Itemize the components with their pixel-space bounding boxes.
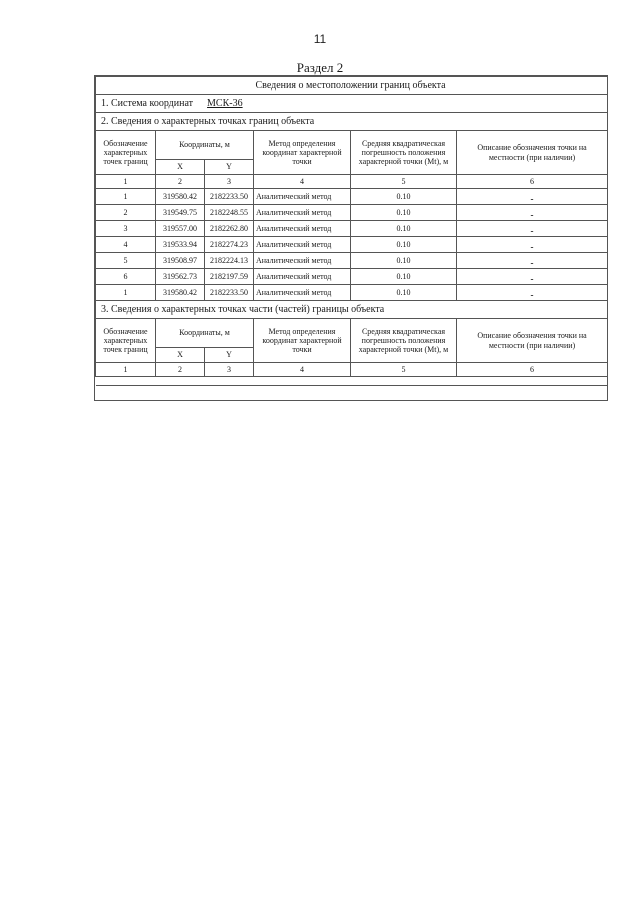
point-accuracy: 0.10 bbox=[351, 189, 457, 205]
boundary-info-block bbox=[94, 75, 608, 401]
boundary-table bbox=[95, 76, 608, 386]
section-title: Раздел 2 bbox=[296, 60, 344, 75]
column-number-row bbox=[96, 363, 608, 377]
point-id: 3 bbox=[96, 221, 156, 237]
point-method: Аналитический метод bbox=[254, 237, 351, 253]
point-method: Аналитический метод bbox=[254, 221, 351, 237]
header-method: Метод определения координат характерной точки bbox=[254, 319, 351, 363]
header-method: Метод определения координат характерной точки bbox=[254, 131, 351, 175]
header-coordinates: Координаты, м bbox=[156, 131, 254, 160]
header-coordinates: Координаты, м bbox=[156, 319, 254, 348]
col-number: 3 bbox=[205, 175, 254, 189]
empty-row bbox=[96, 377, 608, 386]
point-x: 319549.75 bbox=[156, 205, 205, 221]
table-row bbox=[96, 189, 608, 205]
col-number: 3 bbox=[205, 363, 254, 377]
point-x: 319533.94 bbox=[156, 237, 205, 253]
point-description: - bbox=[457, 285, 608, 301]
table-row bbox=[96, 253, 608, 269]
point-accuracy: 0.10 bbox=[351, 285, 457, 301]
point-method: Аналитический метод bbox=[254, 189, 351, 205]
point-id: 6 bbox=[96, 269, 156, 285]
point-description: - bbox=[457, 205, 608, 221]
point-accuracy: 0.10 bbox=[351, 221, 457, 237]
point-description: - bbox=[457, 221, 608, 237]
point-accuracy: 0.10 bbox=[351, 205, 457, 221]
header-y: Y bbox=[205, 160, 254, 175]
point-x: 319580.42 bbox=[156, 189, 205, 205]
col-number: 5 bbox=[351, 363, 457, 377]
point-description: - bbox=[457, 237, 608, 253]
point-accuracy: 0.10 bbox=[351, 237, 457, 253]
table-row bbox=[96, 285, 608, 301]
header-description: Описание обозначения точки на местности (при наличии) bbox=[457, 131, 608, 175]
col-number: 4 bbox=[254, 175, 351, 189]
point-y: 2182248.55 bbox=[205, 205, 254, 221]
coordinate-system-label: 1. Система координат bbox=[101, 97, 194, 109]
table-row bbox=[96, 269, 608, 285]
col-number: 6 bbox=[457, 175, 608, 189]
point-y: 2182233.50 bbox=[205, 285, 254, 301]
point-y: 2182274.23 bbox=[205, 237, 254, 253]
point-method: Аналитический метод bbox=[254, 253, 351, 269]
point-x: 319562.73 bbox=[156, 269, 205, 285]
table-row bbox=[96, 205, 608, 221]
point-y: 2182197.59 bbox=[205, 269, 254, 285]
table-row bbox=[96, 221, 608, 237]
point-method: Аналитический метод bbox=[254, 205, 351, 221]
col-number: 2 bbox=[156, 363, 205, 377]
header-x: X bbox=[156, 348, 205, 363]
empty-cell bbox=[96, 377, 608, 386]
table-row bbox=[96, 237, 608, 253]
point-id: 1 bbox=[96, 189, 156, 205]
header-description: Описание обозначения точки на местности (при наличии) bbox=[457, 319, 608, 363]
col-number: 1 bbox=[96, 175, 156, 189]
column-number-row bbox=[96, 175, 608, 189]
header-point-label: Обозначение характерных точек границ bbox=[96, 319, 156, 363]
page-number: 11 bbox=[313, 32, 327, 46]
point-description: - bbox=[457, 253, 608, 269]
point-y: 2182262.80 bbox=[205, 221, 254, 237]
point-method: Аналитический метод bbox=[254, 285, 351, 301]
header-x: X bbox=[156, 160, 205, 175]
point-method: Аналитический метод bbox=[254, 269, 351, 285]
point-x: 319580.42 bbox=[156, 285, 205, 301]
coordinate-system-row bbox=[96, 95, 608, 113]
col-number: 1 bbox=[96, 363, 156, 377]
col-number: 2 bbox=[156, 175, 205, 189]
point-id: 5 bbox=[96, 253, 156, 269]
header-y: Y bbox=[205, 348, 254, 363]
col-number: 4 bbox=[254, 363, 351, 377]
section-3-title: 3. Сведения о характерных точках части (частей) границы объекта bbox=[96, 301, 608, 319]
coordinate-system-value: МСК-36 bbox=[207, 97, 243, 109]
point-id: 4 bbox=[96, 237, 156, 253]
point-accuracy: 0.10 bbox=[351, 269, 457, 285]
point-y: 2182233.50 bbox=[205, 189, 254, 205]
header-accuracy: Средняя квадратическая погрешность положения характерной точки (Mt), м bbox=[351, 131, 457, 175]
point-id: 1 bbox=[96, 285, 156, 301]
col-number: 6 bbox=[457, 363, 608, 377]
point-y: 2182224.13 bbox=[205, 253, 254, 269]
header-accuracy: Средняя квадратическая погрешность положения характерной точки (Mt), м bbox=[351, 319, 457, 363]
point-x: 319508.97 bbox=[156, 253, 205, 269]
point-description: - bbox=[457, 269, 608, 285]
header-point-label: Обозначение характерных точек границ bbox=[96, 131, 156, 175]
block-title: Сведения о местоположении границ объекта bbox=[96, 77, 608, 95]
point-accuracy: 0.10 bbox=[351, 253, 457, 269]
point-description: - bbox=[457, 189, 608, 205]
point-id: 2 bbox=[96, 205, 156, 221]
col-number: 5 bbox=[351, 175, 457, 189]
point-x: 319557.00 bbox=[156, 221, 205, 237]
section-2-title: 2. Сведения о характерных точках границ объекта bbox=[96, 113, 608, 131]
